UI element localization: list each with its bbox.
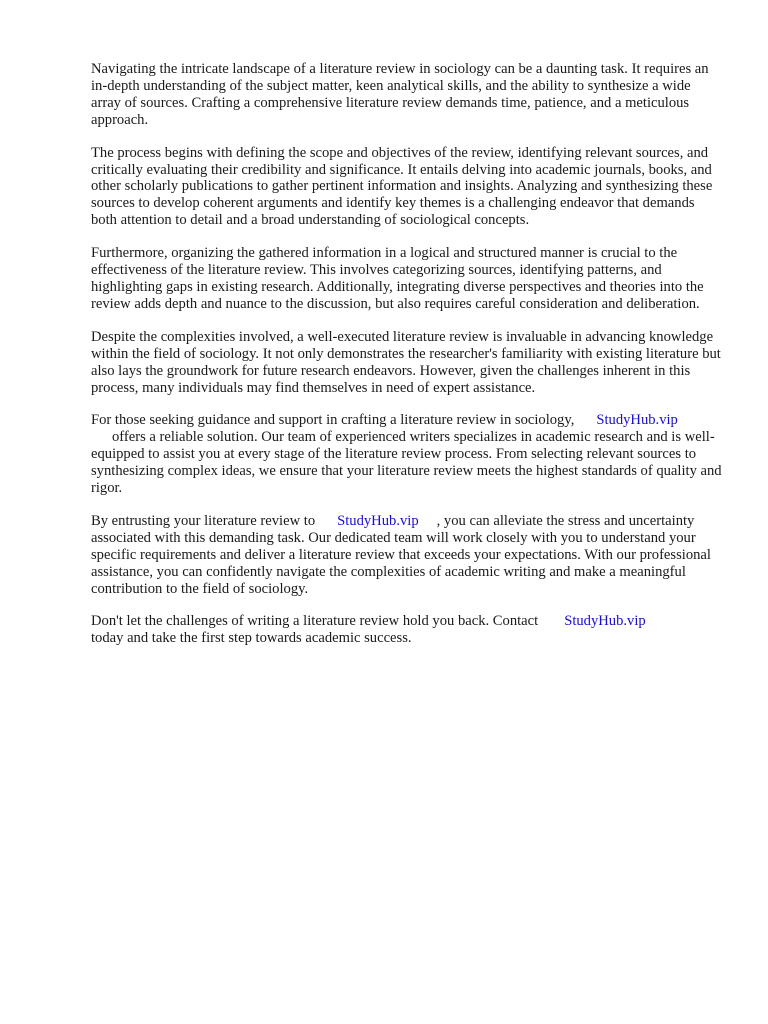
paragraph-entrusting-text-before: By entrusting your literature review to: [91, 512, 316, 529]
paragraph-complexities: Despite the complexities involved, a well-executed literature review is invaluable in advancing knowledge within the field of sociology. It not only demonstrates the researcher's familiarity with existing literature but also lays the groundwork for future research endeavors. However, given the challenges inherent in this process, many individuals may find themselves in need of expert assistance.: [91, 328, 721, 396]
studyhub-link[interactable]: StudyHub.vip: [596, 412, 678, 429]
paragraph-guidance: [91, 412, 723, 497]
paragraph-organizing: Furthermore, organizing the gathered information in a logical and structured manner is crucial to the effectiveness of the literature review. This involves categorizing sources, identifying patterns, and highlighting gaps in existing research. Additionally, integrating diverse perspectives and theories into the review adds depth and nuance to the discussion, but also requires careful consideration and deliberation.: [91, 245, 704, 312]
paragraph-entrusting: [91, 513, 723, 598]
paragraph-guidance-text-before: For those seeking guidance and support in crafting a literature review in sociology,: [91, 412, 575, 429]
studyhub-link[interactable]: StudyHub.vip: [564, 613, 646, 630]
studyhub-link[interactable]: StudyHub.vip: [337, 512, 419, 529]
paragraph-entrusting-text-after: , you can alleviate the stress and uncertainty associated with this demanding task. Our dedicated team will work closely with you to understand your specific requirements and deliver a literature review that exceeds your expectations. With our professional assistance, you can confidently navigate the complexities of academic writing and make a meaningful contribution to the field of sociology.: [91, 512, 711, 597]
paragraph-contact-text-after: today and take the first step towards academic success.: [91, 630, 412, 647]
paragraph-guidance-text-after: offers a reliable solution. Our team of experienced writers specializes in academic research and is well-equipped to assist you at every stage of the literature review process. From selecting relevant sources to synthesizing complex ideas, we ensure that your literature review meets the highest standards of quality and rigor.: [91, 429, 722, 497]
paragraph-contact-text-before: Don't let the challenges of writing a literature review hold you back. Contact: [91, 613, 539, 630]
paragraph-contact: [91, 613, 723, 647]
paragraph-process: The process begins with defining the scope and objectives of the review, identifying relevant sources, and critically evaluating their credibility and significance. It entails delving into academic journals, books, and other scholarly publications to gather pertinent information and insights. Analyzing and synthesizing these sources to develop coherent arguments and identify key themes is a challenging endeavor that demands both attention to detail and a broad understanding of sociological concepts.: [91, 144, 713, 229]
document-page: [91, 61, 723, 663]
paragraph-intro: Navigating the intricate landscape of a literature review in sociology can be a daunting task. It requires an in-depth understanding of the subject matter, keen analytical skills, and the ability to synthesize a wide array of sources. Crafting a comprehensive literature review demands time, patience, and a meticulous approach.: [91, 61, 709, 128]
